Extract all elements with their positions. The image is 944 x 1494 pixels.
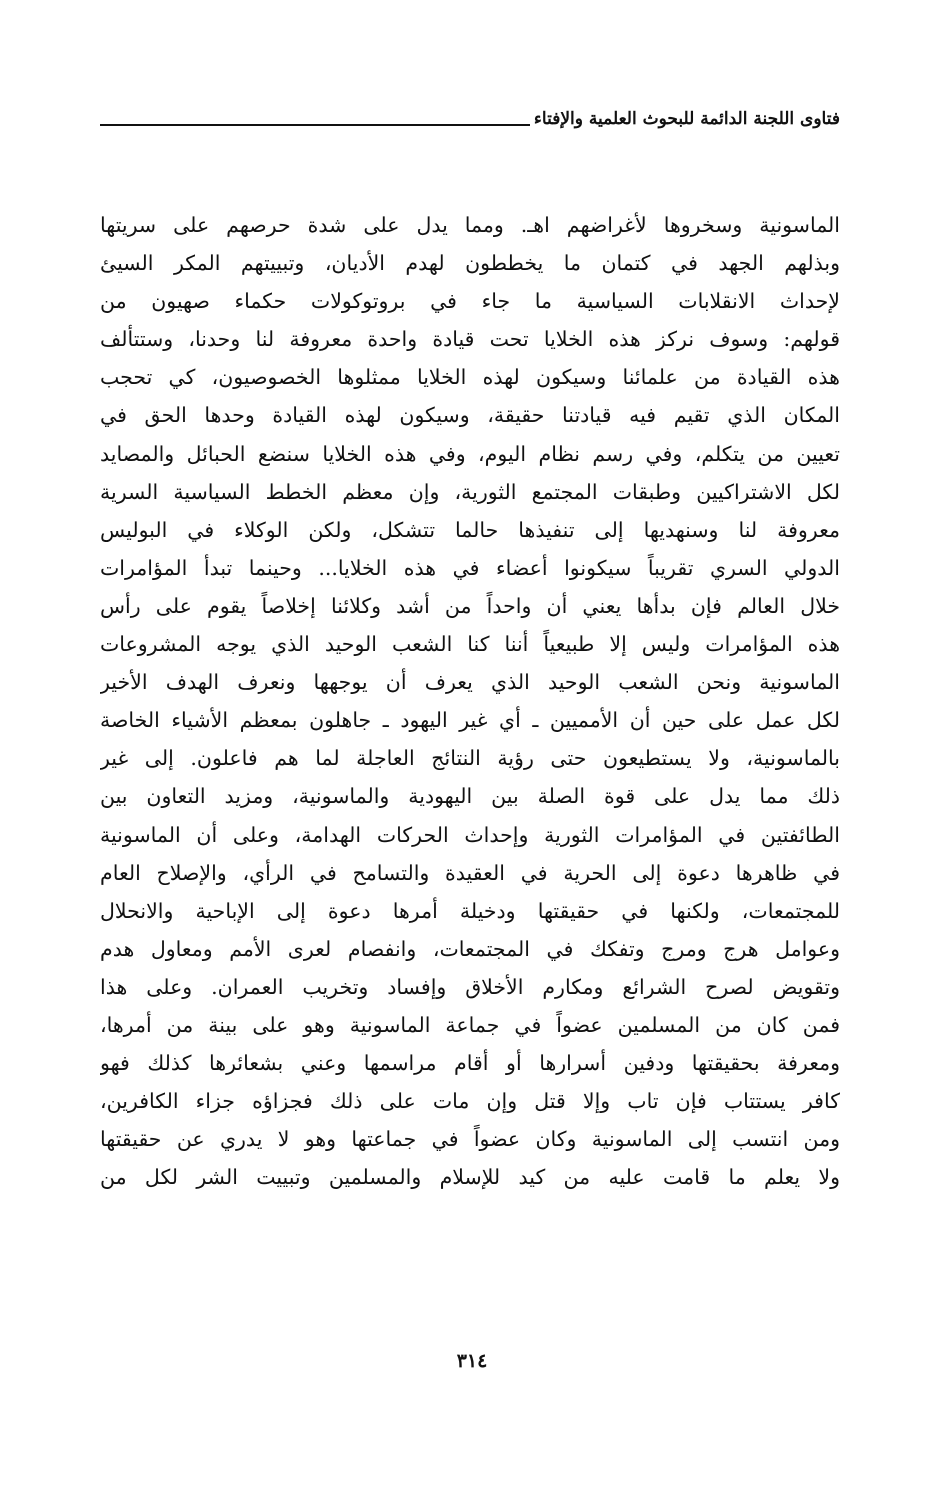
- text-line: الدولي السري تقريباً سيكونوا أعضاء في هذه الخلايا... وحينما تبدأ المؤامرات: [100, 555, 840, 580]
- text-line: خلال العالم فإن بدأها يعني أن واحداً من أشد وكلائنا إخلاصاً يقوم على رأس: [100, 593, 840, 618]
- text-line: وتقويض لصرح الشرائع ومكارم الأخلاق وإفساد وتخريب العمران. وعلى هذا: [100, 974, 840, 999]
- text-line: لكل عمل على حين أن الأمميين ـ أي غير اليهود ـ جاهلون بمعظم الأشياء الخاصة: [100, 708, 840, 733]
- text-line: وبذلهم الجهد في كتمان ما يخططون لهدم الأديان، وتبييتهم المكر السيئ: [100, 251, 840, 276]
- text-line: هذه المؤامرات وليس إلا طبيعياً أننا كنا الشعب الوحيد الذي يوجه المشروعات: [100, 632, 840, 657]
- text-line: ومن انتسب إلى الماسونية وكان عضواً في جماعتها وهو لا يدري عن حقيقتها: [100, 1127, 840, 1152]
- header-rule: [100, 124, 530, 126]
- text-line: لكل الاشتراكيين وطبقات المجتمع الثورية، وإن معظم الخطط السياسية السرية: [100, 479, 840, 504]
- text-line: قولهم: وسوف نركز هذه الخلايا تحت قيادة واحدة معروفة لنا وحدنا، وستتألف: [100, 327, 840, 352]
- text-line: كافر يستتاب فإن تاب وإلا قتل وإن مات على ذلك فجزاؤه جزاء الكافرين،: [100, 1089, 840, 1114]
- page-number: ٣١٤: [456, 1350, 488, 1372]
- header-title: فتاوى اللجنة الدائمة للبحوث العلمية والإفتاء: [533, 109, 840, 129]
- text-line: معروفة لنا وسنهديها إلى تنفيذها حالما تتشكل، ولكن الوكلاء في البوليس: [100, 517, 840, 542]
- text-line: المكان الذي تقيم فيه قيادتنا حقيقة، وسيكون لهذه القيادة وحدها الحق في: [100, 403, 840, 428]
- body-text: [100, 206, 840, 1196]
- text-line: ذلك مما يدل على قوة الصلة بين اليهودية والماسونية، ومزيد التعاون بين: [100, 784, 840, 809]
- text-line: ولا يعلم ما قامت عليه من كيد للإسلام والمسلمين وتبييت الشر لكل من: [100, 1165, 840, 1190]
- text-line: الماسونية وسخروها لأغراضهم اهـ. ومما يدل على شدة حرصهم على سريتها: [100, 213, 840, 237]
- text-line: بالماسونية، ولا يستطيعون حتى رؤية النتائج العاجلة لما هم فاعلون. إلى غير: [100, 746, 840, 771]
- text-line: الطائفتين في المؤامرات الثورية وإحداث الحركات الهدامة، وعلى أن الماسونية: [100, 822, 840, 847]
- text-line: في ظاهرها دعوة إلى الحرية في العقيدة والتسامح في الرأي، والإصلاح العام: [100, 860, 840, 885]
- text-line: الماسونية ونحن الشعب الوحيد الذي يعرف أن يوجهها ونعرف الهدف الأخير: [100, 670, 840, 695]
- text-line: لإحداث الانقلابات السياسية ما جاء في بروتوكولات حكماء صهيون من: [100, 289, 840, 314]
- text-line: هذه القيادة من علمائنا وسيكون لهذه الخلايا ممثلوها الخصوصيون، كي تحجب: [100, 365, 840, 390]
- text-line: للمجتمعات، ولكنها في حقيقتها ودخيلة أمرها دعوة إلى الإباحية والانحلال: [100, 898, 840, 923]
- text-line: وعوامل هرج ومرج وتفكك في المجتمعات، وانفصام لعرى الأمم ومعاول هدم: [100, 936, 840, 961]
- text-line: تعيين من يتكلم، وفي رسم نظام اليوم، وفي هذه الخلايا سنضع الحبائل والمصايد: [100, 441, 840, 466]
- text-line: فمن كان من المسلمين عضواً في جماعة الماسونية وهو على بينة من أمرها،: [100, 1012, 840, 1037]
- text-line: ومعرفة بحقيقتها ودفين أسرارها أو أقام مراسمها وعني بشعائرها كذلك فهو: [100, 1051, 840, 1076]
- running-header: [100, 92, 840, 132]
